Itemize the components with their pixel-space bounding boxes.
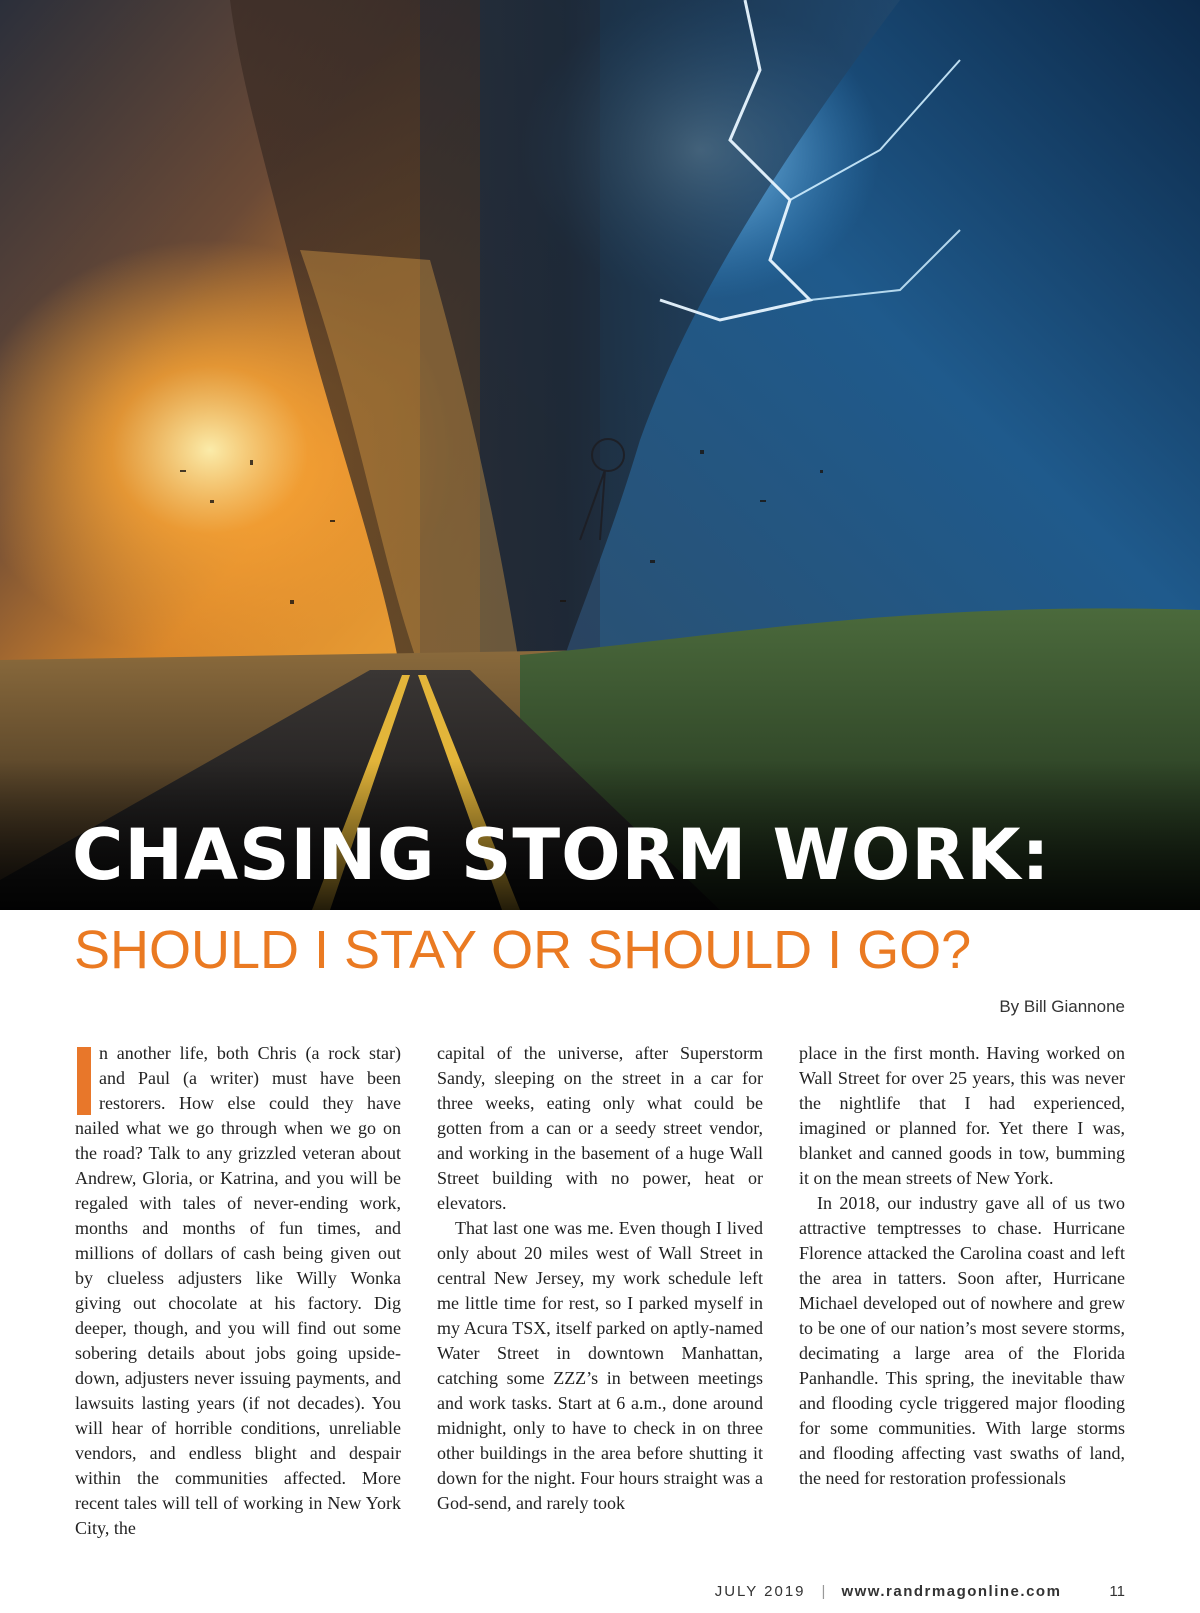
body-column-3	[799, 1041, 1125, 1541]
paragraph-text: n another life, both Chris (a rock star) and Paul (a writer) must have been restorers. How else could they have nailed what we go through when we go on the road? Talk to any grizzled veteran about Andrew, Gloria, or Katrina, and you will be regaled with tales of never-ending work, months and months of fun times, and millions of dollars of cash being given out by clueless adjusters like Willy Wonka giving out chocolate at his factory. Dig deeper, though, and you will find out some sobering details about jobs going upside-down, adjusters never issuing payments, and lawsuits lasting years (if not decades). You will hear of horrible conditions, unreliable vendors, and endless blight and despair within the communities affected. More recent tales will tell of working in New York City, the	[75, 1043, 401, 1538]
article-headline: CHASING STORM WORK:	[72, 814, 1051, 896]
body-paragraph	[75, 1041, 401, 1541]
footer-separator: |	[821, 1583, 826, 1600]
page-footer	[0, 1583, 1125, 1600]
article-body	[75, 1041, 1125, 1541]
body-paragraph: That last one was me. Even though I lived only about 20 miles west of Wall Street in central New Jersey, my work schedule left me little time for rest, so I parked myself in my Acura TSX, itself parked on aptly-named Water Street in downtown Manhattan, catching some ZZZ’s in between meetings and work tasks. Start at 6 a.m., done around midnight, only to have to check in on three other buildings in the area before shutting it down for the night. Four hours straight was a God-send, and rarely took	[437, 1218, 763, 1513]
body-column-1	[75, 1041, 401, 1541]
issue-date: JULY 2019	[714, 1583, 806, 1600]
body-paragraph: capital of the universe, after Superstorm Sandy, sleeping on the street in a car for three weeks, eating only what could be gotten from a can or a seedy street vendor, and working in the basement of a huge Wall Street building with no power, heat or elevators.	[437, 1043, 763, 1213]
body-paragraph: place in the first month. Having worked on Wall Street for over 25 years, this was never the nightlife that I had experienced, imagined or planned for. Yet there I was, blanket and canned goods in tow, bumming it on the mean streets of New York.	[799, 1043, 1125, 1188]
article-subhead: SHOULD I STAY OR SHOULD I GO?	[74, 920, 972, 980]
body-column-2	[437, 1041, 763, 1541]
page-number: 11	[1109, 1583, 1125, 1600]
author-byline: By Bill Giannone	[999, 997, 1125, 1016]
drop-cap-bar	[77, 1047, 91, 1115]
website-link[interactable]: www.randrmagonline.com	[841, 1583, 1062, 1600]
body-paragraph: In 2018, our industry gave all of us two attractive temptresses to chase. Hurricane Florence attacked the Carolina coast and left the area in tatters. Soon after, Hurricane Michael developed out of nowhere and grew to be one of our nation’s most severe storms, decimating a large area of the Florida Panhandle. This spring, the inevitable thaw and flooding cycle triggered major flooding for some communities. With large storms and flooding affecting vast swaths of land, the need for restoration professionals	[799, 1193, 1125, 1488]
